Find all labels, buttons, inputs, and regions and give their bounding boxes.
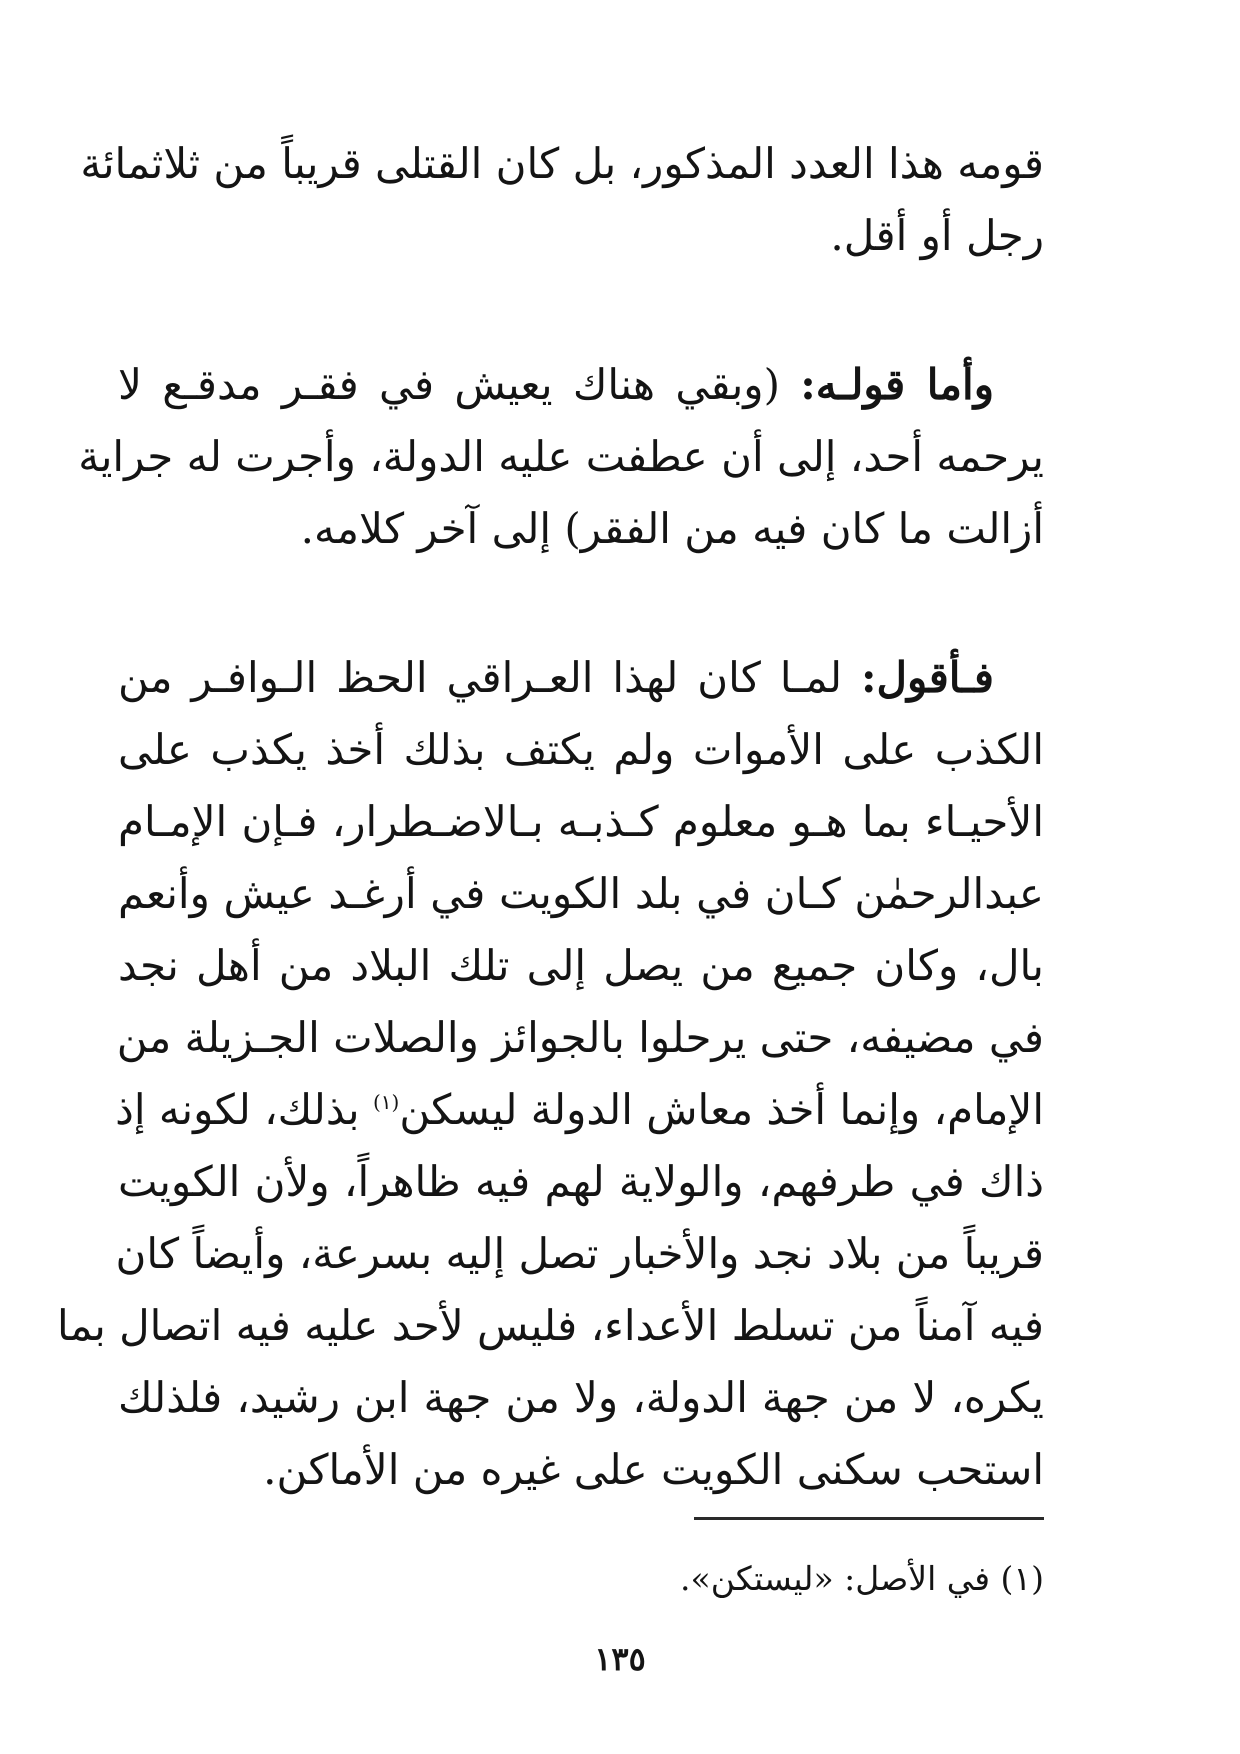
text-line: الكذب على الأموات ولم يكتف بذلك أخذ يكذب على [118,725,1044,774]
text-line [118,642,1044,714]
footnote-reference[interactable]: (١) [372,1090,400,1114]
footnote-text: في الأصل: «ليستكن». [680,1559,1001,1598]
text-line: الأحيـاء بما هـو معلوم كـذبـه بـالاضـطرار، فـإن الإمـام [118,797,1044,846]
text-run: بذلك، لكونه إذ [115,1085,373,1134]
text-line: يكره، لا من جهة الدولة، ولا من جهة ابن رشيد، فلذلك [118,1373,1044,1422]
paragraph-1 [80,128,1044,272]
text-line: قومه هذا العدد المذكور، بل كان القتلى قريباً من ثلاثمائة [80,139,1044,188]
text-line: فيه آمناً من تسلط الأعداء، فليس لأحد عليه فيه اتصال بما [57,1301,1044,1350]
paragraph-2 [78,349,1044,565]
paragraph-lead: وأما قولـه: [800,360,995,409]
paragraph-lead: فـأقول: [861,653,994,702]
text-run: لمـا كان لهذا العـراقي الحظ الـوافـر من [118,653,862,702]
main-text [57,128,1044,1506]
text-line: عبدالرحمٰن كـان في بلد الكويت في أرغـد عيش وأنعم [118,869,1044,918]
text-line: أزالت ما كان فيه من الفقر) إلى آخر كلامه. [300,504,1044,553]
text-line: استحب سكنى الكويت على غيره من الأماكن. [263,1445,1044,1494]
text-line: ذاك في طرفهم، والولاية لهم فيه ظاهراً، ولأن الكويت [118,1157,1044,1206]
paragraph-3 [57,642,1044,1506]
footnote-marker: (١) [1000,1559,1044,1598]
text-run: الإمام، وإنما أخذ معاش الدولة ليسكن [399,1085,1044,1134]
text-line: في مضيفه، حتى يرحلوا بالجوائز والصلات الجـزيلة من [116,1013,1044,1062]
text-line: قريباً من بلاد نجد والأخبار تصل إليه بسرعة، وأيضاً كان [115,1229,1044,1278]
footnote-divider [694,1517,1044,1520]
page-number: ١٣٥ [594,1640,646,1678]
text-line: يرحمه أحد، إلى أن عطفت عليه الدولة، وأجرت له جراية [78,432,1044,481]
text-line: رجل أو أقل. [830,211,1044,260]
text-line [118,349,1044,421]
text-run: (وبقي هناك يعيش في فقـر مدقـع لا [118,360,801,409]
footnote [500,1554,1044,1604]
text-line: بال، وكان جميع من يصل إلى تلك البلاد من أهل نجد [118,941,1044,990]
text-line [115,1074,1044,1146]
